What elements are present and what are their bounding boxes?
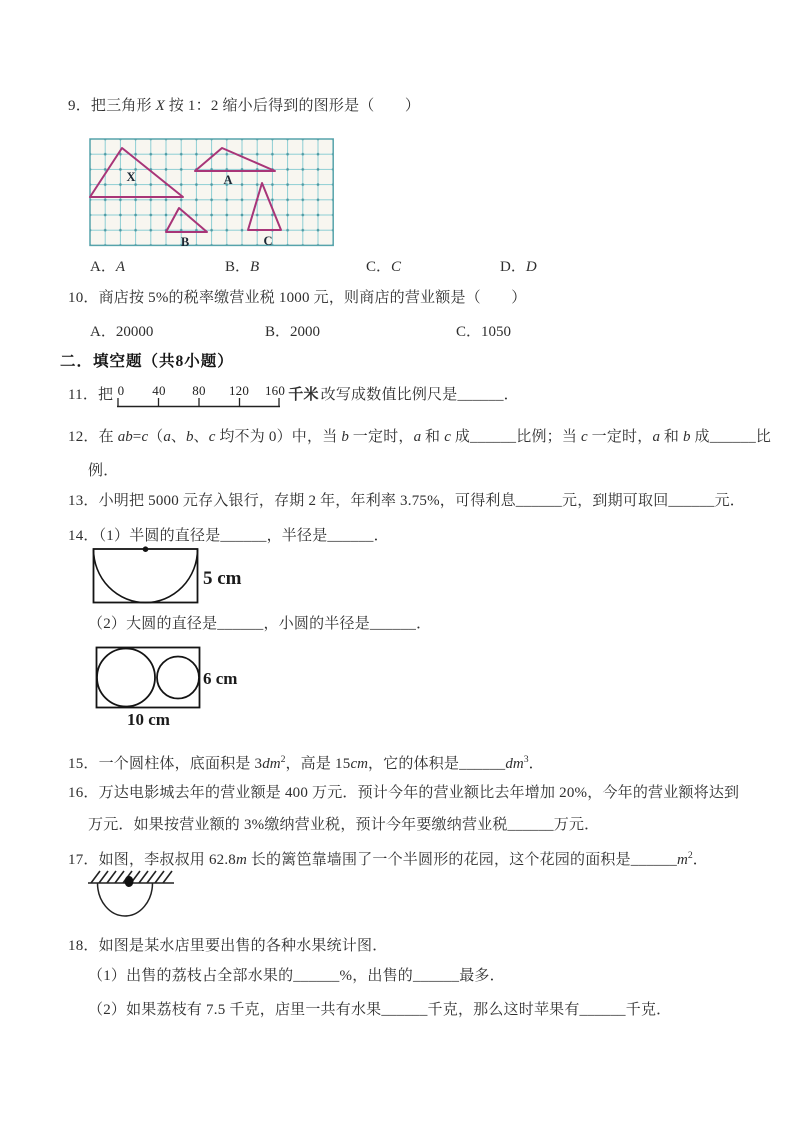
center-dot (125, 876, 134, 887)
q9-choice-b: B．B (225, 259, 260, 275)
grid-label-c: C (263, 234, 273, 248)
q10-choice-a: A．20000 (90, 324, 154, 340)
question-16-line2: 万元．如果按营业额的 3%缴纳营业税，预计今年要缴纳营业税______万元． (88, 817, 600, 833)
q10-choice-c: C．1050 (456, 324, 512, 340)
grid-lines (90, 139, 333, 245)
rect-height-label: 6 cm (203, 669, 238, 688)
semicircle-arc (94, 549, 198, 602)
ruler-tick-40: 40 (152, 383, 166, 398)
q10-choice-b: B．2000 (265, 324, 321, 340)
question-9-text: 9．把三角形 X 按 1：2 缩小后得到的图形是（ ） (68, 98, 421, 114)
question-14-part2-text: （2）大圆的直径是______，小圆的半径是______． (88, 616, 432, 632)
center-dot (143, 546, 149, 552)
figure-rect-semicircle (92, 545, 244, 609)
figure-triangle-grid (88, 136, 334, 250)
section-2-header: 二．填空题（共8小题） (60, 353, 234, 370)
rect-outline (94, 549, 198, 603)
question-12-line1: 12．在 ab=c（a、b、c 均不为 0）中，当 b 一定时，a 和 c 成______比例；当 c 一定时，a 和 b 成______比 (68, 429, 772, 445)
scale-ruler-figure (115, 383, 285, 411)
question-16-line1: 16．万达电影城去年的营业额是 400 万元．预计今年的营业额比去年增加 20%，今年的营业额将达到 (68, 785, 740, 801)
question-15-text: 15．一个圆柱体，底面积是 $3dm^2$，高是 15cm，它的体积是$\_\_\_\_\_\_dm^3$． (68, 754, 544, 772)
q11-text-suffix: 改写成数值比例尺是______． (320, 387, 519, 403)
ruler-unit-label: 千米 (288, 387, 319, 403)
q9-choice-d: D．D (500, 259, 537, 275)
question-11-row (68, 385, 519, 411)
rect-width-label: 10 cm (127, 710, 170, 729)
grid-label-x: X (126, 170, 136, 184)
semicircle-radius-label: 5 cm (203, 568, 242, 589)
big-circle (97, 649, 155, 707)
question-13-text: 13．小明把 5000 元存入银行，存期 2 年，年利率 3.75%，可得利息______元，到期可取回______元． (68, 493, 745, 509)
grid-label-a: A (223, 173, 233, 187)
question-10-text: 10．商店按 5%的税率缴营业税 1000 元，则商店的营业额是（ ） (68, 290, 527, 306)
ruler-tick-0: 0 (117, 383, 125, 398)
question-18-part1-text: （1）出售的荔枝占全部水果的______%，出售的______最多． (88, 968, 505, 984)
figure-wall-semicircle (88, 867, 203, 923)
ruler-ticks (118, 398, 279, 407)
garden-semicircle (98, 883, 153, 916)
question-18-part2-text: （2）如果荔枝有 7.5 千克，店里一共有水果______千克，那么这时苹果有______千克． (88, 1002, 672, 1018)
question-17-text: 17．如图，李叔叔用 62.8m 长的篱笆靠墙围了一个半圆形的花园，这个花园的面积是$\_\_\_\_\_\_m^2$． (68, 850, 708, 868)
ruler-tick-120: 120 (229, 383, 250, 398)
q9-choice-a: A．A (90, 259, 126, 275)
question-18-text: 18．如图是某水店里要出售的各种水果统计图． (68, 938, 388, 954)
ruler-tick-160: 160 (265, 383, 286, 398)
grid-label-b: B (180, 235, 190, 249)
ruler-tick-80: 80 (192, 383, 206, 398)
question-12-line2: 例． (88, 463, 119, 479)
small-circle (157, 657, 199, 699)
q9-choice-c: C．C (366, 259, 402, 275)
question-14-part1-text: 14．（1）半圆的直径是______，半径是______． (68, 528, 389, 544)
q11-text-prefix: 11．把 (68, 387, 114, 403)
figure-rect-circles (95, 645, 247, 731)
